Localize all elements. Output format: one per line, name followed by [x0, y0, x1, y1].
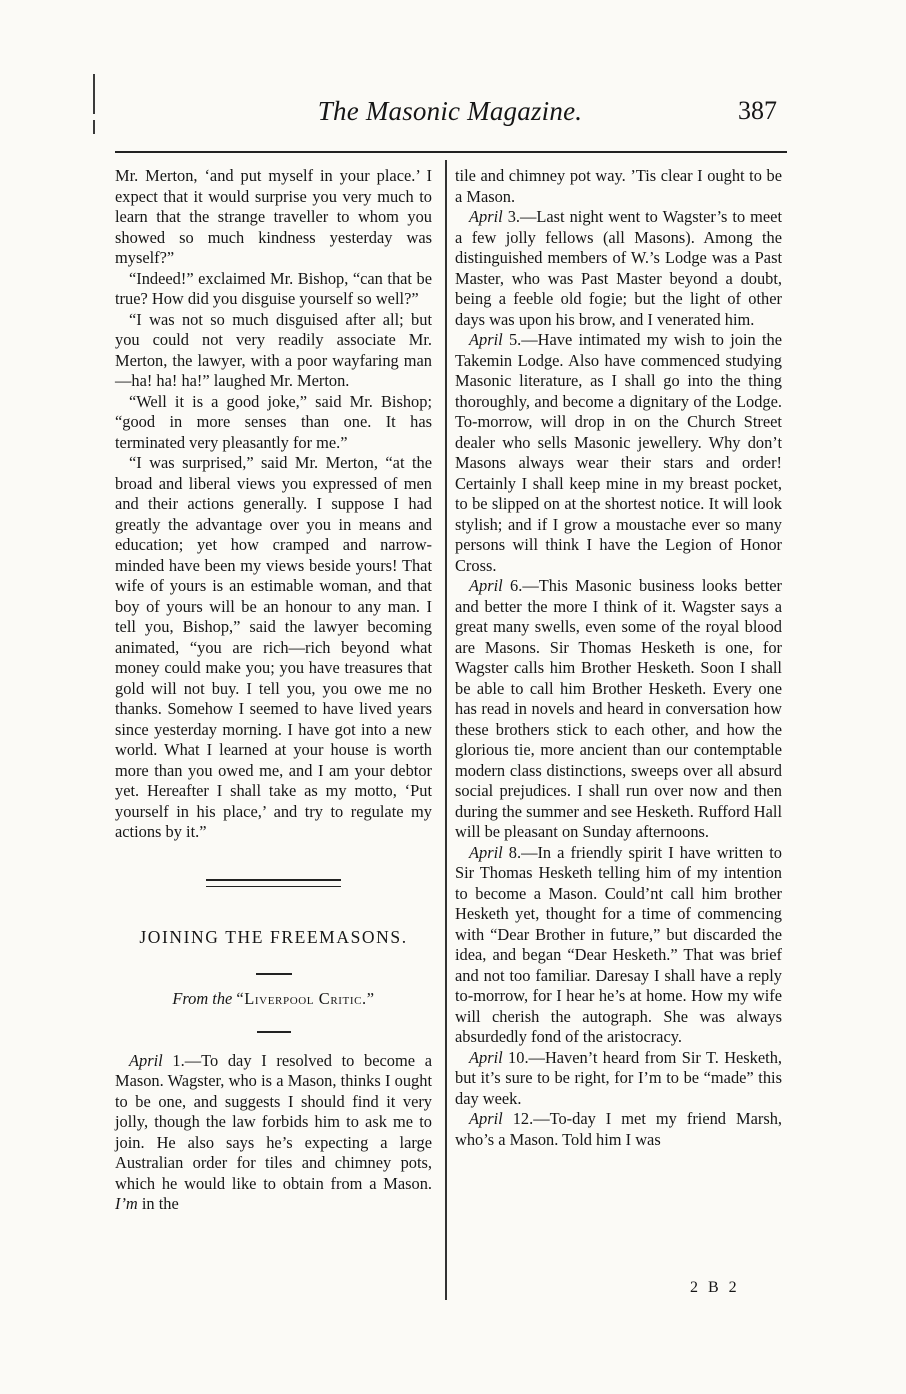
- entry-text: 12.—To-day I met my friend Marsh, who’s a Mason. Told him I was: [455, 1109, 782, 1149]
- paragraph: “I was not so much disguised after all; but you could not very readily associate Mr. Merton, the lawyer, with a poor wayfaring man—ha! ha! ha!” laughed Mr. Merton.: [115, 309, 432, 390]
- source-prefix: From the: [172, 988, 233, 1008]
- diary-entry: [455, 207, 782, 330]
- entry-date: April: [469, 1109, 503, 1128]
- right-column: [455, 166, 782, 1150]
- entry-date: April: [129, 1050, 163, 1070]
- column-divider: [445, 160, 447, 1300]
- diary-entry: [115, 1051, 432, 1215]
- source-name: “Liverpool Critic.”: [236, 988, 375, 1008]
- running-head-title: The Masonic Magazine.: [317, 96, 583, 126]
- entry-date: April: [469, 1047, 503, 1067]
- section-separator: [206, 879, 341, 887]
- entry-date: April: [469, 330, 503, 349]
- paragraph: Mr. Merton, ‘and put myself in your place.’ I expect that it would surprise you very much to learn that the strange traveller to whom you showed so much kindness yesterday was myself?”: [115, 166, 432, 267]
- diary-entry: [455, 843, 782, 1048]
- article-source: [115, 989, 432, 1010]
- entry-tail: in the: [137, 1194, 179, 1213]
- entry-text: 10.—Haven’t heard from Sir T. Hesketh, but it’s sure to be right, for I’m to be “made” this day week.: [455, 1047, 782, 1108]
- diary-entry: [455, 576, 782, 843]
- entry-text: 6.—This Masonic business looks better and better the more I think of it. Wagster says a great many swells, even some of the royal blood are Masons. Sir Thomas Hesketh is one, for Wagster calls him Brother Hesketh. Soon I shall be able to call him Brother Hesketh. Every one has read in novels and heard in conversation how these brothers stick to each other, and how the glorious tie, more ancient than our contemptable modern class distinctions, sweeps over all absurd social prejudices. I shall run over now and then during the summer and see Hesketh. Rufford Hall will be pleasant on Sunday afternoons.: [455, 576, 782, 841]
- left-column: [115, 166, 432, 1215]
- entry-emphasis: I’m: [115, 1194, 138, 1213]
- margin-mark: [93, 120, 95, 134]
- entry-text: 1.—To day I resolved to become a Mason. Wagster, who is a Mason, thinks I ought to be one, and suggests I should find it very jolly, though the law forbids him to ask me to join. He also says he’s expecting a large Australian order for tiles and chimney pots, which he would like to obtain from a Mason.: [115, 1050, 432, 1193]
- paragraph: “Well it is a good joke,” said Mr. Bishop; “good in more senses than one. It has terminated very pleasantly for me.”: [115, 391, 432, 452]
- paragraph: tile and chimney pot way. ’Tis clear I ought to be a Mason.: [455, 166, 782, 206]
- entry-text: 8.—In a friendly spirit I have written to Sir Thomas Hesketh telling him of my intention to become a Mason. Could’nt call him brother Hesketh yet, thought for a time of commencing with “Dear Brother in future,” but discarded the idea, and began “Dear Hesketh.” That was brief and not too familiar. Daresay I shall have a reply to-morrow, for I hear he’s at home. How my wife will cherish the autograph. She was always absurdedly fond of the aristocracy.: [455, 842, 782, 1046]
- margin-mark: [93, 74, 95, 114]
- entry-text: 5.—Have intimated my wish to join the Takemin Lodge. Also have commenced studying Masonic literature, as I shall go into the thing thoroughly, and become a dignitary of the Lodge. To-morrow, will drop in on the Church Street dealer who sells Masonic jewellery. Why don’t Masons always wear their stars and order! Certainly I shall keep mine in my breast pocket, to be slipped on at the shortest notice. It will look stylish; and if I grow a moustache ever so many persons will think I have the Legion of Honor Cross.: [455, 330, 782, 575]
- diary-entry: [455, 330, 782, 576]
- entry-date: April: [469, 207, 503, 226]
- source-rule: [257, 1031, 291, 1033]
- header-rule: [115, 151, 787, 153]
- entry-text: 3.—Last night went to Wagster’s to meet a few jolly fellows (all Masons). Among the distinguished members of W.’s Lodge was a Past Master, who was Past Master beyond a doubt, being a feeble old fogie; but the light of other days was upon his brow, and I venerated him.: [455, 207, 782, 329]
- diary-entry: [455, 1109, 782, 1150]
- diary-entry: [455, 1048, 782, 1110]
- entry-date: April: [469, 842, 503, 862]
- paragraph: “Indeed!” exclaimed Mr. Bishop, “can that be true? How did you disguise yourself so well?”: [115, 268, 432, 308]
- entry-date: April: [469, 576, 503, 595]
- paragraph: “I was surprised,” said Mr. Merton, “at the broad and liberal views you expressed of men and their actions generally. I suppose I had greatly the advantage over you in means and education; yet how cramped and narrow-minded have been my views beside yours! That wife of yours is an estimable woman, and that boy of yours will be an honour to any man. I tell you, Bishop,” said the lawyer becoming animated, “you are rich—rich beyond what money could make you; you have treasures that gold will not buy. I tell you, you owe me no thanks. Somehow I seemed to have lived years since yesterday morning. I have got into a new world. What I learned at your house is worth more than you owed me, and I am your debtor yet. Hereafter I shall take as my motto, ‘Put yourself in his place,’ and try to regulate my actions by it.”: [115, 453, 432, 841]
- title-rule: [256, 973, 292, 975]
- signature-mark: 2 B 2: [690, 1279, 740, 1296]
- page-number: 387: [738, 96, 777, 125]
- article-title: JOINING THE FREEMASONS.: [139, 926, 408, 947]
